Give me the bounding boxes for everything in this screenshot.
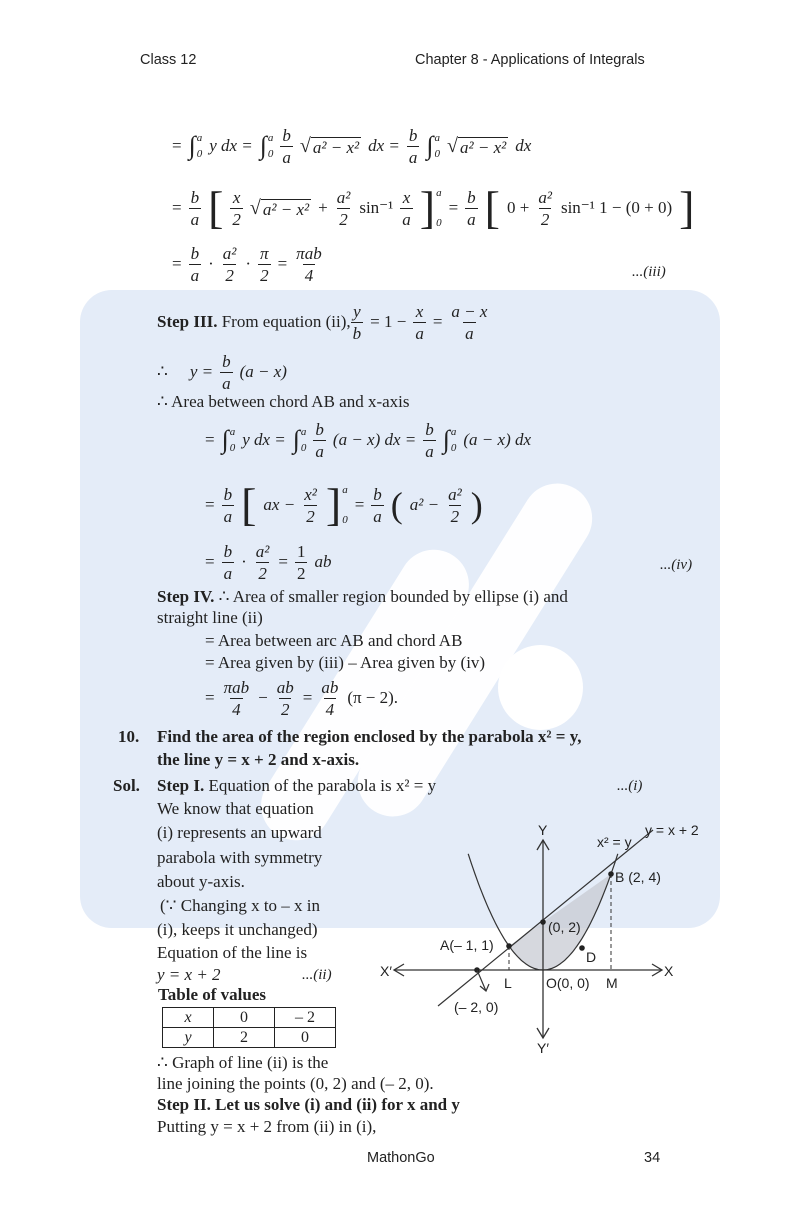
parenthesis: ): [470, 485, 483, 525]
denominator: a: [408, 147, 418, 167]
label-y: Y: [538, 822, 548, 838]
fraction: [371, 484, 384, 527]
lower-limit: 0: [434, 148, 441, 160]
integral: ∫ a 0: [442, 425, 457, 454]
numerator: b: [282, 125, 291, 145]
equation-tag: ...(iv): [660, 557, 693, 573]
fraction: [319, 677, 340, 720]
upper-limit: a: [436, 187, 442, 199]
denominator: 2: [232, 209, 241, 229]
lower-limit: 0: [196, 148, 203, 160]
equation-tag: ...(ii): [302, 967, 332, 983]
fraction: [222, 677, 252, 720]
fraction: [335, 187, 353, 230]
label-0-2: (0, 2): [548, 919, 581, 935]
denominator: 4: [304, 265, 314, 285]
bracket: [: [484, 182, 500, 233]
denominator: a: [222, 373, 231, 393]
fraction: [258, 243, 271, 286]
fraction: [295, 541, 308, 584]
numerator: b: [223, 541, 233, 561]
step-label: Step I.: [157, 776, 205, 795]
eq-token: (π − 2).: [347, 688, 399, 707]
numerator: a²: [538, 187, 552, 207]
equation-line: [205, 477, 490, 533]
eq-token: ·: [241, 552, 247, 571]
lower-limit: 0: [267, 148, 274, 160]
numerator: a²: [448, 484, 462, 504]
label-O: O(0, 0): [546, 975, 590, 991]
denominator: a: [425, 441, 434, 461]
denominator: a: [465, 323, 474, 343]
eq-token: =: [448, 198, 459, 217]
denominator: 2: [306, 506, 315, 526]
fraction: [294, 243, 324, 286]
numerator: x²: [304, 484, 317, 504]
denominator: a: [223, 506, 233, 526]
label-line: y = x + 2: [645, 822, 699, 838]
watermark-dot: [498, 645, 583, 730]
step-text: From equation (ii),: [217, 312, 351, 331]
label-M: M: [606, 975, 618, 991]
fraction: [536, 187, 554, 230]
numerator: x: [402, 187, 411, 207]
eq-token: ab: [314, 552, 332, 571]
fraction: [189, 187, 202, 230]
fraction: [351, 301, 364, 344]
eq-token: =: [205, 552, 215, 571]
square-root: √ a² − x²: [447, 134, 507, 157]
table-row: [163, 1028, 336, 1048]
denominator: b: [352, 323, 362, 343]
fraction: [230, 187, 243, 230]
point-A: [506, 943, 512, 949]
denominator: 4: [232, 699, 241, 719]
parabola-line-graph: [380, 810, 710, 1060]
fraction: [400, 187, 413, 230]
radicand: a² − x²: [460, 137, 507, 157]
integral: ∫ a 0: [292, 425, 307, 454]
upper-limit: a: [434, 132, 441, 144]
denominator: a: [402, 209, 411, 229]
text-line: about y-axis.: [157, 872, 245, 891]
header-chapter: Chapter 8 - Applications of Integrals: [415, 52, 645, 68]
step-iv-line-2: straight line (ii): [157, 608, 263, 627]
text-line: (i) represents an upward: [157, 823, 322, 842]
bracket: ]: [325, 479, 342, 530]
fraction: [189, 243, 202, 286]
eq-token: =: [205, 688, 215, 707]
fraction: [423, 419, 436, 462]
eq-token: sin⁻¹ 1 − (0 + 0): [560, 198, 673, 217]
denominator: 2: [258, 563, 267, 583]
equation-line: [205, 534, 338, 590]
denominator: 2: [450, 506, 460, 526]
header-class: Class 12: [140, 52, 197, 68]
numerator: b: [222, 351, 231, 371]
numerator: ab: [276, 677, 294, 697]
denominator: a: [415, 323, 424, 343]
eq-token: a² −: [409, 495, 440, 514]
table-cell: x: [163, 1008, 214, 1028]
denominator: a: [373, 506, 382, 526]
label-A: A(– 1, 1): [440, 937, 494, 953]
numerator: b: [408, 125, 418, 145]
fraction: [275, 677, 296, 720]
text-line: Putting y = x + 2 from (ii) in (i),: [157, 1117, 377, 1136]
eq-token: (a − x): [239, 362, 287, 381]
eq-token: =: [302, 688, 313, 707]
upper-limit: a: [267, 132, 274, 144]
table-cell: 2: [214, 1028, 275, 1048]
numerator: ab: [321, 677, 339, 697]
equation-line: [172, 118, 538, 174]
radicand: a² − x²: [312, 137, 360, 157]
fraction: [465, 187, 478, 230]
text-line: Equation of the line is: [157, 943, 308, 962]
table-cell: 0: [275, 1028, 336, 1048]
label-parabola: x² = y: [597, 834, 632, 850]
numerator: x: [415, 301, 424, 321]
denominator: a: [282, 147, 291, 167]
denominator: a: [315, 441, 324, 461]
eq-token: = 1 −: [370, 312, 407, 331]
label-L: L: [504, 975, 512, 991]
final-equation: [205, 670, 405, 726]
numerator: a²: [255, 541, 270, 561]
step-iii-line: [157, 294, 496, 350]
label-x-neg: X′: [380, 963, 392, 979]
eq-token: −: [258, 688, 268, 707]
denominator: 2: [225, 265, 234, 285]
fraction: [413, 301, 426, 344]
numerator: b: [223, 484, 233, 504]
numerator: 1: [296, 541, 306, 561]
step-text: Equation of the parabola is x² = y: [204, 776, 437, 795]
text-line: line joining the points (0, 2) and (– 2, 0).: [157, 1074, 434, 1093]
eq-token: sin⁻¹: [359, 198, 394, 217]
fraction: [449, 301, 489, 344]
eq-token: =: [278, 552, 288, 571]
numerator: πab: [296, 243, 322, 263]
page-number: 34: [644, 1150, 661, 1166]
question-text: the line y = x + 2 and x-axis.: [157, 750, 360, 769]
limits: [342, 475, 348, 535]
question-text: Find the area of the region enclosed by the parabola x² = y,: [157, 727, 582, 746]
label-y-neg: Y′: [537, 1040, 549, 1056]
table-title: Table of values: [158, 985, 267, 1004]
eq-token: y dx =: [209, 136, 253, 155]
area-text: ∴ Area between chord AB and x-axis: [157, 392, 410, 411]
therefore-symbol: ∴: [157, 362, 168, 381]
denominator: a: [190, 265, 200, 285]
integral: ∫ a 0: [188, 131, 203, 160]
fraction: [446, 484, 464, 527]
upper-limit: a: [450, 426, 457, 438]
fraction: [280, 125, 293, 168]
eq-token: ax −: [263, 495, 296, 514]
eq-token: =: [432, 312, 443, 331]
eq-token: =: [354, 495, 365, 514]
numerator: b: [190, 243, 200, 263]
denominator: a: [190, 209, 200, 229]
bracket: ]: [679, 182, 695, 233]
lower-limit: 0: [450, 442, 457, 454]
square-root: √ a² − x²: [299, 134, 360, 157]
table-cell: y: [163, 1028, 214, 1048]
denominator: a: [223, 563, 233, 583]
numerator: a²: [222, 243, 237, 263]
label-minus-2-0: (– 2, 0): [454, 999, 499, 1015]
eq-token: (a − x) dx: [463, 430, 532, 449]
eq-token: dx: [515, 136, 532, 155]
numerator: b: [190, 187, 200, 207]
solution-label: Sol.: [113, 776, 140, 795]
text-line: parabola with symmetry: [157, 848, 323, 867]
fraction: [313, 419, 326, 462]
table-cell: 0: [214, 1008, 275, 1028]
denominator: 4: [325, 699, 335, 719]
upper-limit: a: [300, 426, 307, 438]
eq-token: +: [318, 198, 328, 217]
lower-limit: 0: [342, 514, 348, 526]
table-cell: – 2: [275, 1008, 336, 1028]
radicand: a² − x²: [262, 199, 310, 219]
point-D: [579, 945, 585, 951]
area-line: = Area between arc AB and chord AB: [205, 631, 463, 650]
step-text: ∴ Area of smaller region bounded by ellipse (i) and: [214, 587, 568, 606]
fraction: [302, 484, 319, 527]
eq-token: =: [172, 254, 182, 273]
numerator: b: [315, 419, 324, 439]
numerator: x: [232, 187, 241, 207]
square-root: √ a² − x²: [249, 196, 310, 219]
fraction: [407, 125, 420, 168]
bracket: [: [208, 182, 224, 233]
denominator: 2: [540, 209, 550, 229]
equation-line: [205, 412, 538, 468]
numerator: b: [467, 187, 476, 207]
eq-token: (a − x) dx =: [332, 430, 417, 449]
text-line: (∵ Changing x to – x in: [160, 896, 321, 915]
eq-token: =: [205, 430, 215, 449]
bracket: [: [241, 479, 257, 530]
eq-token: =: [277, 254, 288, 273]
footer-brand: MathonGo: [367, 1150, 435, 1166]
numerator: a − x: [451, 301, 488, 321]
step-i-line: [157, 776, 436, 796]
denominator: 2: [339, 209, 348, 229]
fraction: [221, 243, 239, 286]
numerator: b: [373, 484, 382, 504]
table-row: [163, 1008, 336, 1028]
denominator: 2: [280, 699, 290, 719]
equation-line: [172, 180, 701, 236]
equation-tag: ...(i): [617, 778, 643, 794]
text-line: (i), keeps it unchanged): [157, 920, 318, 939]
step-ii-heading: Step II. Let us solve (i) and (ii) for x and y: [157, 1095, 460, 1114]
eq-token: y =: [189, 362, 214, 381]
numerator: πab: [223, 677, 250, 697]
denominator: 2: [260, 265, 269, 285]
question-number: 10.: [118, 727, 140, 746]
fraction: [220, 351, 233, 394]
denominator: 2: [296, 563, 306, 583]
fraction: [222, 541, 235, 584]
eq-token: ·: [245, 254, 252, 273]
equation-tag: ...(iii): [632, 264, 666, 280]
label-B: B (2, 4): [615, 869, 661, 885]
upper-limit: a: [342, 484, 348, 496]
label-x: X: [664, 963, 674, 979]
step-label: Step IV.: [157, 587, 215, 606]
text-line: We know that equation: [157, 799, 314, 818]
integral: ∫ a 0: [259, 131, 274, 160]
fraction: [254, 541, 272, 584]
numerator: π: [260, 243, 269, 263]
numerator: a²: [336, 187, 351, 207]
point-0-2: [540, 919, 546, 925]
bracket: ]: [419, 182, 436, 233]
limits: [436, 178, 442, 238]
step-label: Step III.: [157, 312, 218, 331]
text-line: ∴ Graph of line (ii) is the: [157, 1053, 329, 1072]
line-equation: y = x + 2: [157, 965, 221, 984]
step-iv-line: [157, 587, 568, 607]
fraction: [222, 484, 235, 527]
lower-limit: 0: [300, 442, 307, 454]
label-D: D: [586, 949, 597, 965]
values-table: [162, 1007, 336, 1048]
integral: ∫ a 0: [221, 425, 236, 454]
integral: ∫ a 0: [426, 131, 441, 160]
upper-limit: a: [196, 132, 203, 144]
eq-token: 0 +: [507, 198, 530, 217]
upper-limit: a: [229, 426, 236, 438]
point-B: [608, 871, 614, 877]
eq-token: =: [205, 495, 215, 514]
eq-token: dx =: [368, 136, 400, 155]
area-line: = Area given by (iii) – Area given by (iv): [205, 653, 486, 672]
parenthesis: (: [390, 485, 403, 525]
eq-token: ·: [208, 254, 214, 273]
lower-limit: 0: [436, 217, 442, 229]
eq-token: =: [172, 136, 182, 155]
lower-limit: 0: [229, 442, 236, 454]
equation-line: [172, 236, 331, 292]
numerator: y: [353, 301, 361, 321]
denominator: a: [467, 209, 476, 229]
eq-token: y dx =: [242, 430, 286, 449]
numerator: b: [425, 419, 434, 439]
eq-token: =: [172, 198, 182, 217]
